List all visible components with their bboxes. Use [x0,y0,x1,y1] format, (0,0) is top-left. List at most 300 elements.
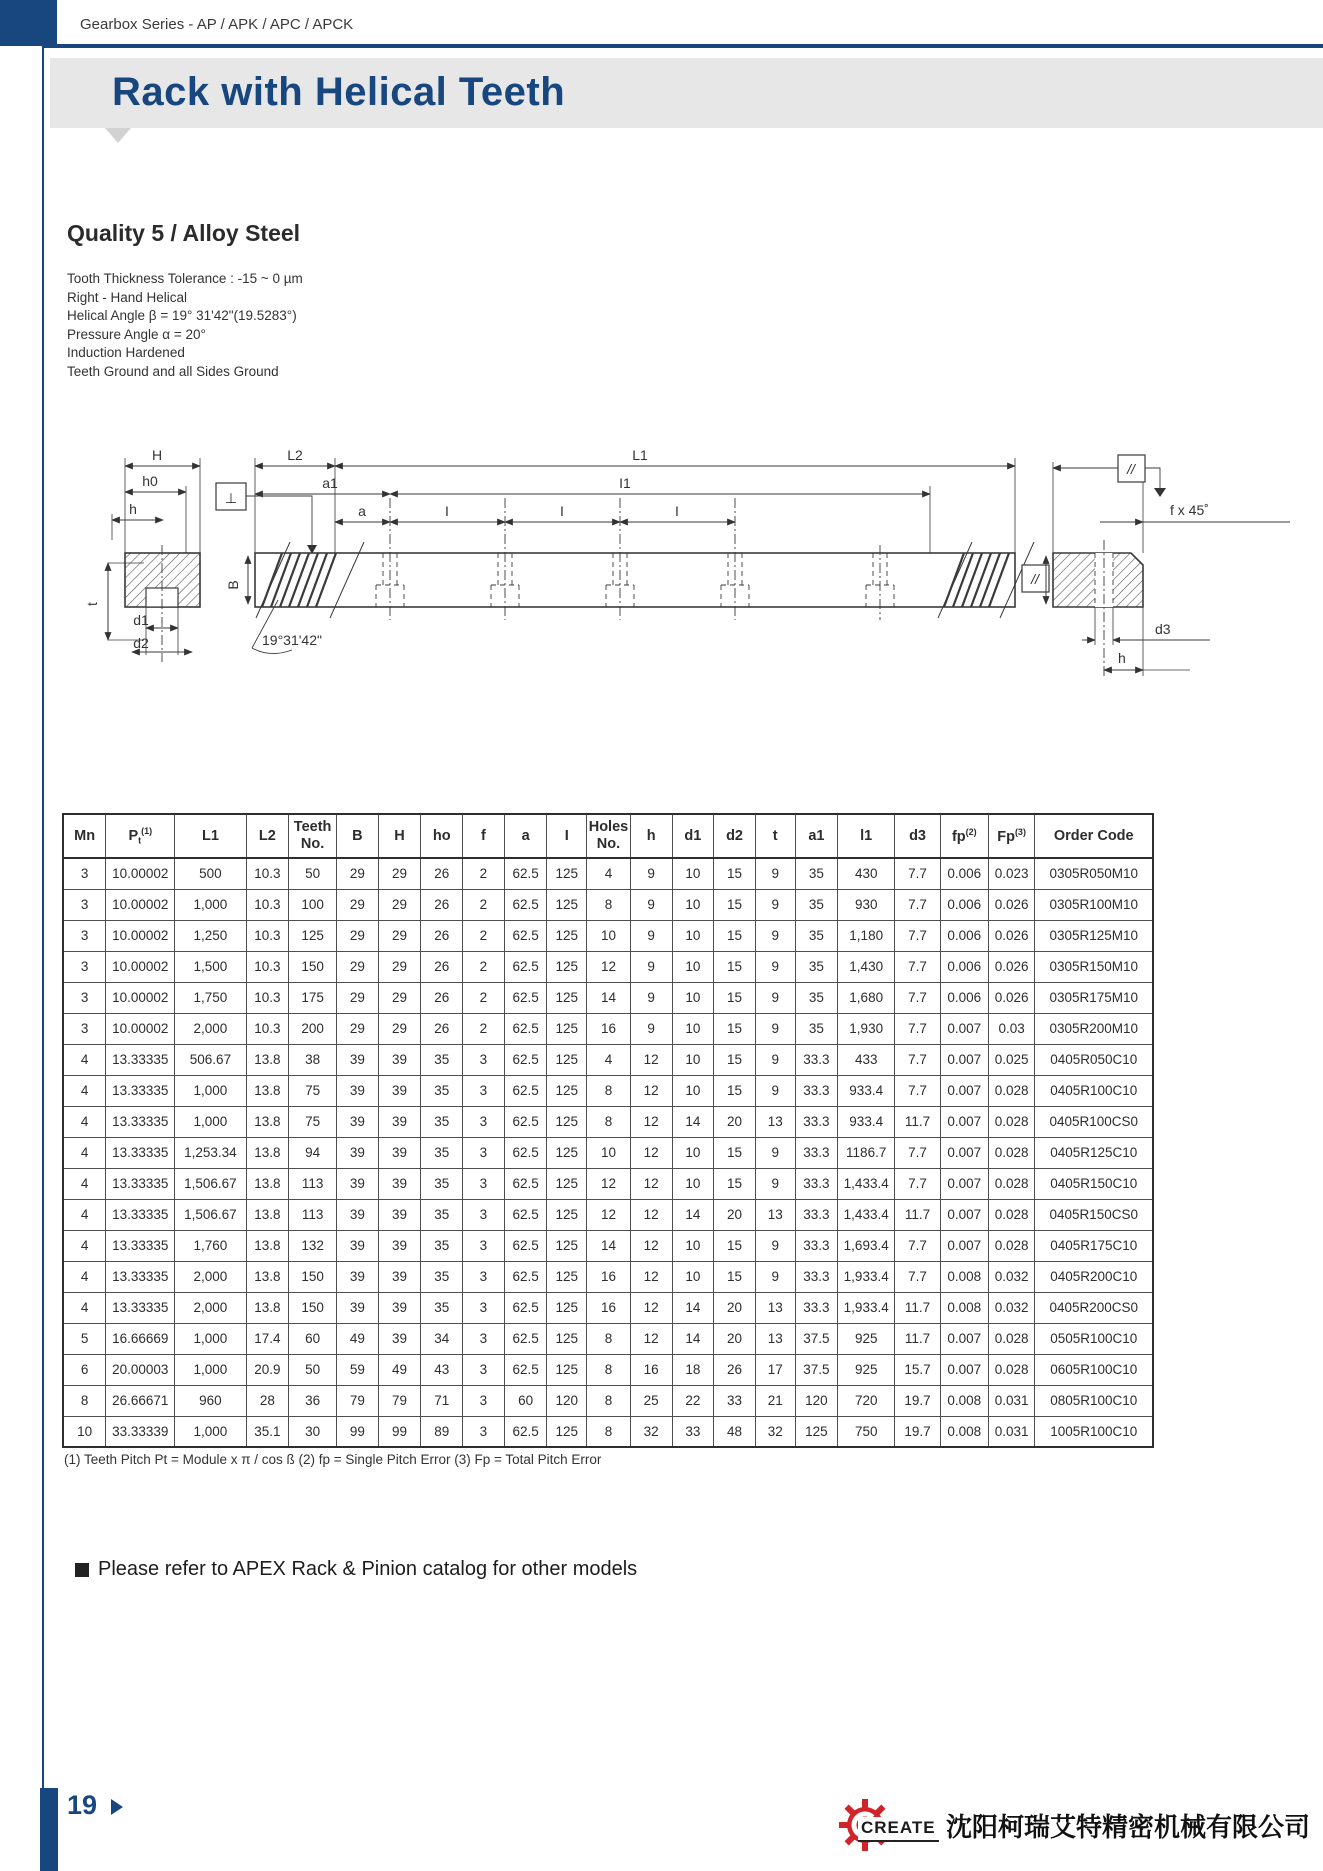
table-cell: 0.028 [988,1230,1035,1261]
table-cell: 29 [378,982,421,1013]
company-name: 沈阳柯瑞艾特精密机械有限公司 [946,1812,1311,1842]
table-cell: 15 [714,858,756,889]
table-cell: 1,180 [838,920,895,951]
table-cell: 8 [587,1354,631,1385]
table-cell: 12 [630,1044,672,1075]
table-cell: 35 [421,1075,463,1106]
title-band [50,58,1323,128]
table-cell: 0.026 [988,982,1035,1013]
table-cell: 0.028 [988,1168,1035,1199]
table-cell: 125 [547,982,587,1013]
table-cell: 7.7 [895,1044,941,1075]
table-cell: 933.4 [838,1075,895,1106]
table-cell: 29 [337,982,379,1013]
table-cell: 12 [630,1168,672,1199]
table-row [63,1199,1153,1230]
corner-accent [0,0,57,46]
table-cell: 10 [587,1137,631,1168]
column-header: h [630,814,672,858]
table-cell: 1,933.4 [838,1292,895,1323]
table-cell: 10.00002 [106,920,175,951]
table-cell: 4 [63,1044,106,1075]
table-cell: 75 [289,1075,337,1106]
table-cell: 39 [337,1230,379,1261]
table-cell: 0.031 [988,1385,1035,1416]
table-cell: 0.008 [940,1385,988,1416]
table-cell: 75 [289,1106,337,1137]
table-cell: 13.8 [246,1137,289,1168]
table-cell: 99 [337,1416,379,1447]
spec-line: Induction Hardened [67,345,185,361]
table-cell: 10.3 [246,858,289,889]
dim-label-L2: L2 [287,447,303,463]
table-cell: 36 [289,1385,337,1416]
table-cell: 71 [421,1385,463,1416]
table-cell: 0.026 [988,889,1035,920]
table-cell: 3 [463,1354,505,1385]
table-cell: 12 [630,1292,672,1323]
table-row [63,1230,1153,1261]
table-cell: 0305R100M10 [1035,889,1153,920]
table-cell: 33.3 [795,1199,838,1230]
table-cell: 14 [587,1230,631,1261]
table-cell: 62.5 [504,1261,547,1292]
table-cell: 35.1 [246,1416,289,1447]
table-cell: 10.00002 [106,889,175,920]
table-cell: 1,750 [175,982,246,1013]
table-cell: 15 [714,1013,756,1044]
table-cell: 7.7 [895,920,941,951]
table-cell: 0.028 [988,1137,1035,1168]
table-cell: 19.7 [895,1385,941,1416]
dim-label-a: a [358,503,366,519]
table-cell: 39 [337,1261,379,1292]
column-header: Fp$^{(3)}$ [988,814,1035,858]
table-header-row [63,814,1153,858]
doc-header: Gearbox Series - AP / APK / APC / APCK [80,16,354,33]
table-cell: 7.7 [895,1230,941,1261]
table-cell: 3 [463,1385,505,1416]
table-cell: 13 [755,1199,795,1230]
column-header: d3 [895,814,941,858]
page-title: Rack with Helical Teeth [112,70,566,114]
table-cell: 33.3 [795,1075,838,1106]
table-cell: 5 [63,1323,106,1354]
table-cell: 9 [755,951,795,982]
spec-line: Tooth Thickness Tolerance : -15 ~ 0 µm [67,271,303,286]
table-cell: 11.7 [895,1323,941,1354]
table-cell: 8 [587,889,631,920]
table-cell: 7.7 [895,1168,941,1199]
table-cell: 33.3 [795,1168,838,1199]
table-cell: 10 [672,1137,714,1168]
table-cell: 15 [714,920,756,951]
table-cell: 33.3 [795,1137,838,1168]
table-cell: 12 [630,1075,672,1106]
table-cell: 933.4 [838,1106,895,1137]
table-cell: 4 [63,1230,106,1261]
table-cell: 32 [755,1416,795,1447]
table-cell: 0.007 [940,1137,988,1168]
table-cell: 35 [421,1044,463,1075]
table-cell: 4 [63,1168,106,1199]
table-row [63,1044,1153,1075]
table-cell: 14 [672,1292,714,1323]
table-cell: 12 [630,1137,672,1168]
table-cell: 16 [630,1354,672,1385]
footer-accent-bar [40,1788,58,1871]
table-cell: 62.5 [504,1354,547,1385]
table-cell: 13.33335 [106,1230,175,1261]
table-cell: 125 [547,1044,587,1075]
table-cell: 125 [547,1261,587,1292]
table-cell: 150 [289,951,337,982]
table-cell: 1,680 [838,982,895,1013]
table-cell: 62.5 [504,1044,547,1075]
column-header: l1 [838,814,895,858]
table-cell: 17 [755,1354,795,1385]
table-cell: 0.007 [940,1106,988,1137]
table-cell: 0.028 [988,1199,1035,1230]
table-cell: 11.7 [895,1199,941,1230]
column-header: Order Code [1035,814,1153,858]
table-cell: 100 [289,889,337,920]
table-cell: 13.8 [246,1075,289,1106]
table-row [63,982,1153,1013]
table-cell: 1005R100C10 [1035,1416,1153,1447]
table-cell: 26 [421,858,463,889]
table-cell: 13.33335 [106,1292,175,1323]
table-cell: 33.3 [795,1261,838,1292]
table-cell: 62.5 [504,1230,547,1261]
table-cell: 2 [463,920,505,951]
table-cell: 49 [337,1323,379,1354]
table-cell: 1,000 [175,1354,246,1385]
table-cell: 10.00002 [106,951,175,982]
table-cell: 0405R175C10 [1035,1230,1153,1261]
column-header: f [463,814,505,858]
dim-label-d1: d1 [133,612,149,628]
table-cell: 4 [587,858,631,889]
table-cell: 720 [838,1385,895,1416]
table-cell: 13 [755,1323,795,1354]
table-cell: 10.00002 [106,858,175,889]
column-header: B [337,814,379,858]
table-cell: 0605R100C10 [1035,1354,1153,1385]
column-header: L1 [175,814,246,858]
table-cell: 7.7 [895,889,941,920]
dim-label-I: I [675,503,679,519]
table-cell: 13 [755,1292,795,1323]
table-cell: 3 [63,982,106,1013]
table-cell: 125 [547,1106,587,1137]
table-cell: 62.5 [504,1013,547,1044]
spec-line: Right - Hand Helical [67,289,188,305]
table-cell: 13.33335 [106,1199,175,1230]
chamfer-label: f x 45˚ [1170,502,1209,518]
table-cell: 14 [587,982,631,1013]
table-cell: 125 [547,920,587,951]
table-cell: 1,506.67 [175,1168,246,1199]
table-cell: 3 [463,1199,505,1230]
table-cell: 125 [547,1416,587,1447]
table-cell: 430 [838,858,895,889]
table-cell: 14 [672,1106,714,1137]
table-row [63,1323,1153,1354]
table-cell: 39 [378,1261,421,1292]
table-cell: 29 [337,920,379,951]
table-cell: 39 [378,1075,421,1106]
table-cell: 39 [337,1075,379,1106]
table-row [63,1385,1153,1416]
table-cell: 35 [421,1261,463,1292]
table-cell: 39 [378,1230,421,1261]
dim-label-h: h [129,501,137,517]
table-cell: 11.7 [895,1106,941,1137]
table-cell: 925 [838,1354,895,1385]
table-cell: 0.007 [940,1354,988,1385]
table-cell: 4 [63,1106,106,1137]
table-cell: 22 [672,1385,714,1416]
table-row [63,951,1153,982]
table-cell: 37.5 [795,1323,838,1354]
table-cell: 10 [587,920,631,951]
table-row [63,1106,1153,1137]
table-cell: 35 [421,1199,463,1230]
table-cell: 17.4 [246,1323,289,1354]
table-cell: 8 [587,1323,631,1354]
table-cell: 29 [337,951,379,982]
table-cell: 125 [547,1354,587,1385]
table-cell: 10 [672,920,714,951]
table-cell: 9 [630,1013,672,1044]
table-cell: 94 [289,1137,337,1168]
table-cell: 3 [463,1292,505,1323]
table-cell: 10 [63,1416,106,1447]
table-cell: 20 [714,1292,756,1323]
table-cell: 26 [421,951,463,982]
table-cell: 29 [378,951,421,982]
table-cell: 0.006 [940,951,988,982]
table-cell: 99 [378,1416,421,1447]
table-cell: 7.7 [895,858,941,889]
table-cell: 0405R100C10 [1035,1075,1153,1106]
table-cell: 10 [672,1261,714,1292]
spec-list [67,270,303,382]
column-header: a1 [795,814,838,858]
table-cell: 39 [378,1044,421,1075]
table-cell: 62.5 [504,858,547,889]
table-cell: 9 [755,920,795,951]
table-cell: 0.032 [988,1292,1035,1323]
table-cell: 125 [547,1292,587,1323]
table-cell: 15 [714,889,756,920]
table-cell: 13.8 [246,1292,289,1323]
table-cell: 0405R200CS0 [1035,1292,1153,1323]
column-header: d2 [714,814,756,858]
table-cell: 33.3 [795,1044,838,1075]
table-cell: 62.5 [504,1137,547,1168]
table-cell: 15 [714,951,756,982]
table-cell: 39 [378,1323,421,1354]
table-cell: 0405R200C10 [1035,1261,1153,1292]
table-cell: 3 [63,889,106,920]
logo-wordmark: CREATE [858,1817,939,1842]
table-cell: 9 [630,920,672,951]
table-cell: 0.008 [940,1416,988,1447]
table-row [63,858,1153,889]
table-cell: 35 [795,982,838,1013]
table-cell: 16.66669 [106,1323,175,1354]
table-cell: 1,000 [175,1416,246,1447]
table-cell: 125 [795,1416,838,1447]
table-row [63,1137,1153,1168]
column-header: d1 [672,814,714,858]
table-cell: 26 [421,982,463,1013]
table-cell: 2,000 [175,1013,246,1044]
table-cell: 150 [289,1292,337,1323]
table-cell: 0.007 [940,1199,988,1230]
section-heading: Quality 5 / Alloy Steel [67,220,301,246]
table-cell: 1,433.4 [838,1168,895,1199]
table-cell: 33.3 [795,1230,838,1261]
table-cell: 2 [463,1013,505,1044]
table-cell: 0.006 [940,889,988,920]
table-cell: 10.3 [246,889,289,920]
table-cell: 34 [421,1323,463,1354]
table-cell: 13.33335 [106,1075,175,1106]
table-cell: 30 [289,1416,337,1447]
table-cell: 43 [421,1354,463,1385]
table-cell: 1,506.67 [175,1199,246,1230]
table-cell: 1,930 [838,1013,895,1044]
table-cell: 15 [714,982,756,1013]
table-cell: 13.33335 [106,1106,175,1137]
dim-label-a1: a1 [322,475,338,491]
table-cell: 0.007 [940,1044,988,1075]
table-cell: 132 [289,1230,337,1261]
table-cell: 33.33339 [106,1416,175,1447]
table-cell: 3 [63,858,106,889]
table-cell: 37.5 [795,1354,838,1385]
table-cell: 12 [587,951,631,982]
table-cell: 0.028 [988,1106,1035,1137]
dim-label-t: t [84,602,100,606]
table-cell: 3 [63,920,106,951]
table-cell: 3 [463,1261,505,1292]
table-cell: 13.8 [246,1230,289,1261]
table-cell: 3 [463,1323,505,1354]
table-cell: 125 [547,1199,587,1230]
table-cell: 12 [630,1106,672,1137]
table-cell: 29 [378,858,421,889]
table-cell: 0.007 [940,1013,988,1044]
table-cell: 29 [378,1013,421,1044]
table-cell: 750 [838,1416,895,1447]
table-cell: 18 [672,1354,714,1385]
table-cell: 15 [714,1044,756,1075]
table-footnote: (1) Teeth Pitch Pt = Module x π / cos ß (2) fp = Single Pitch Error (3) Fp = Total Pitch Error [64,1452,602,1467]
table-cell: 35 [795,889,838,920]
table-row [63,1168,1153,1199]
spec-line: Helical Angle β = 19° 31'42"(19.5283°) [67,308,297,324]
table-cell: 39 [337,1044,379,1075]
table-cell: 0.031 [988,1416,1035,1447]
table-cell: 0.026 [988,920,1035,951]
table-cell: 79 [378,1385,421,1416]
table-cell: 9 [630,858,672,889]
table-cell: 29 [337,1013,379,1044]
table-cell: 175 [289,982,337,1013]
table-cell: 0405R125C10 [1035,1137,1153,1168]
table-cell: 0.008 [940,1261,988,1292]
table-cell: 39 [337,1199,379,1230]
dim-label-H: H [151,447,163,463]
technical-drawing [40,440,1290,685]
table-cell: 1,000 [175,1106,246,1137]
table-cell: 21 [755,1385,795,1416]
table-cell: 0305R175M10 [1035,982,1153,1013]
table-cell: 8 [587,1385,631,1416]
column-header: Holes No. [587,814,631,858]
table-cell: 62.5 [504,1075,547,1106]
dim-label-d2: d2 [133,635,149,651]
table-cell: 12 [630,1323,672,1354]
table-cell: 1,000 [175,889,246,920]
table-cell: 15 [714,1075,756,1106]
table-cell: 35 [421,1137,463,1168]
column-header: $fp^{(2)}$ [940,814,988,858]
table-cell: 8 [587,1075,631,1106]
table-cell: 10.3 [246,920,289,951]
table-cell: 20 [714,1106,756,1137]
table-cell: 9 [755,982,795,1013]
header-rule [42,44,1323,48]
dimension-table-wrap [62,813,1154,1448]
table-cell: 62.5 [504,1292,547,1323]
table-cell: 11.7 [895,1292,941,1323]
table-cell: 10 [672,1013,714,1044]
column-header: t [755,814,795,858]
table-row [63,1261,1153,1292]
table-cell: 10.3 [246,982,289,1013]
table-cell: 9 [755,1013,795,1044]
rack-bar-view [252,458,1034,654]
table-cell: 10 [672,1075,714,1106]
table-cell: 13.33335 [106,1044,175,1075]
table-cell: 9 [630,951,672,982]
table-cell: 29 [337,858,379,889]
table-cell: 4 [63,1199,106,1230]
table-cell: 3 [463,1168,505,1199]
table-cell: 7.7 [895,1261,941,1292]
table-row [63,920,1153,951]
table-cell: 0405R150C10 [1035,1168,1153,1199]
table-cell: 1,253.34 [175,1137,246,1168]
table-cell: 0505R100C10 [1035,1323,1153,1354]
column-header: Teeth No. [289,814,337,858]
table-cell: 125 [547,889,587,920]
table-cell: 0805R100C10 [1035,1385,1153,1416]
table-cell: 12 [630,1230,672,1261]
table-cell: 125 [547,1323,587,1354]
table-row [63,1416,1153,1447]
table-cell: 7.7 [895,1137,941,1168]
table-cell: 15.7 [895,1354,941,1385]
table-cell: 0305R050M10 [1035,858,1153,889]
table-cell: 35 [421,1106,463,1137]
dim-label-d3: d3 [1155,621,1171,637]
